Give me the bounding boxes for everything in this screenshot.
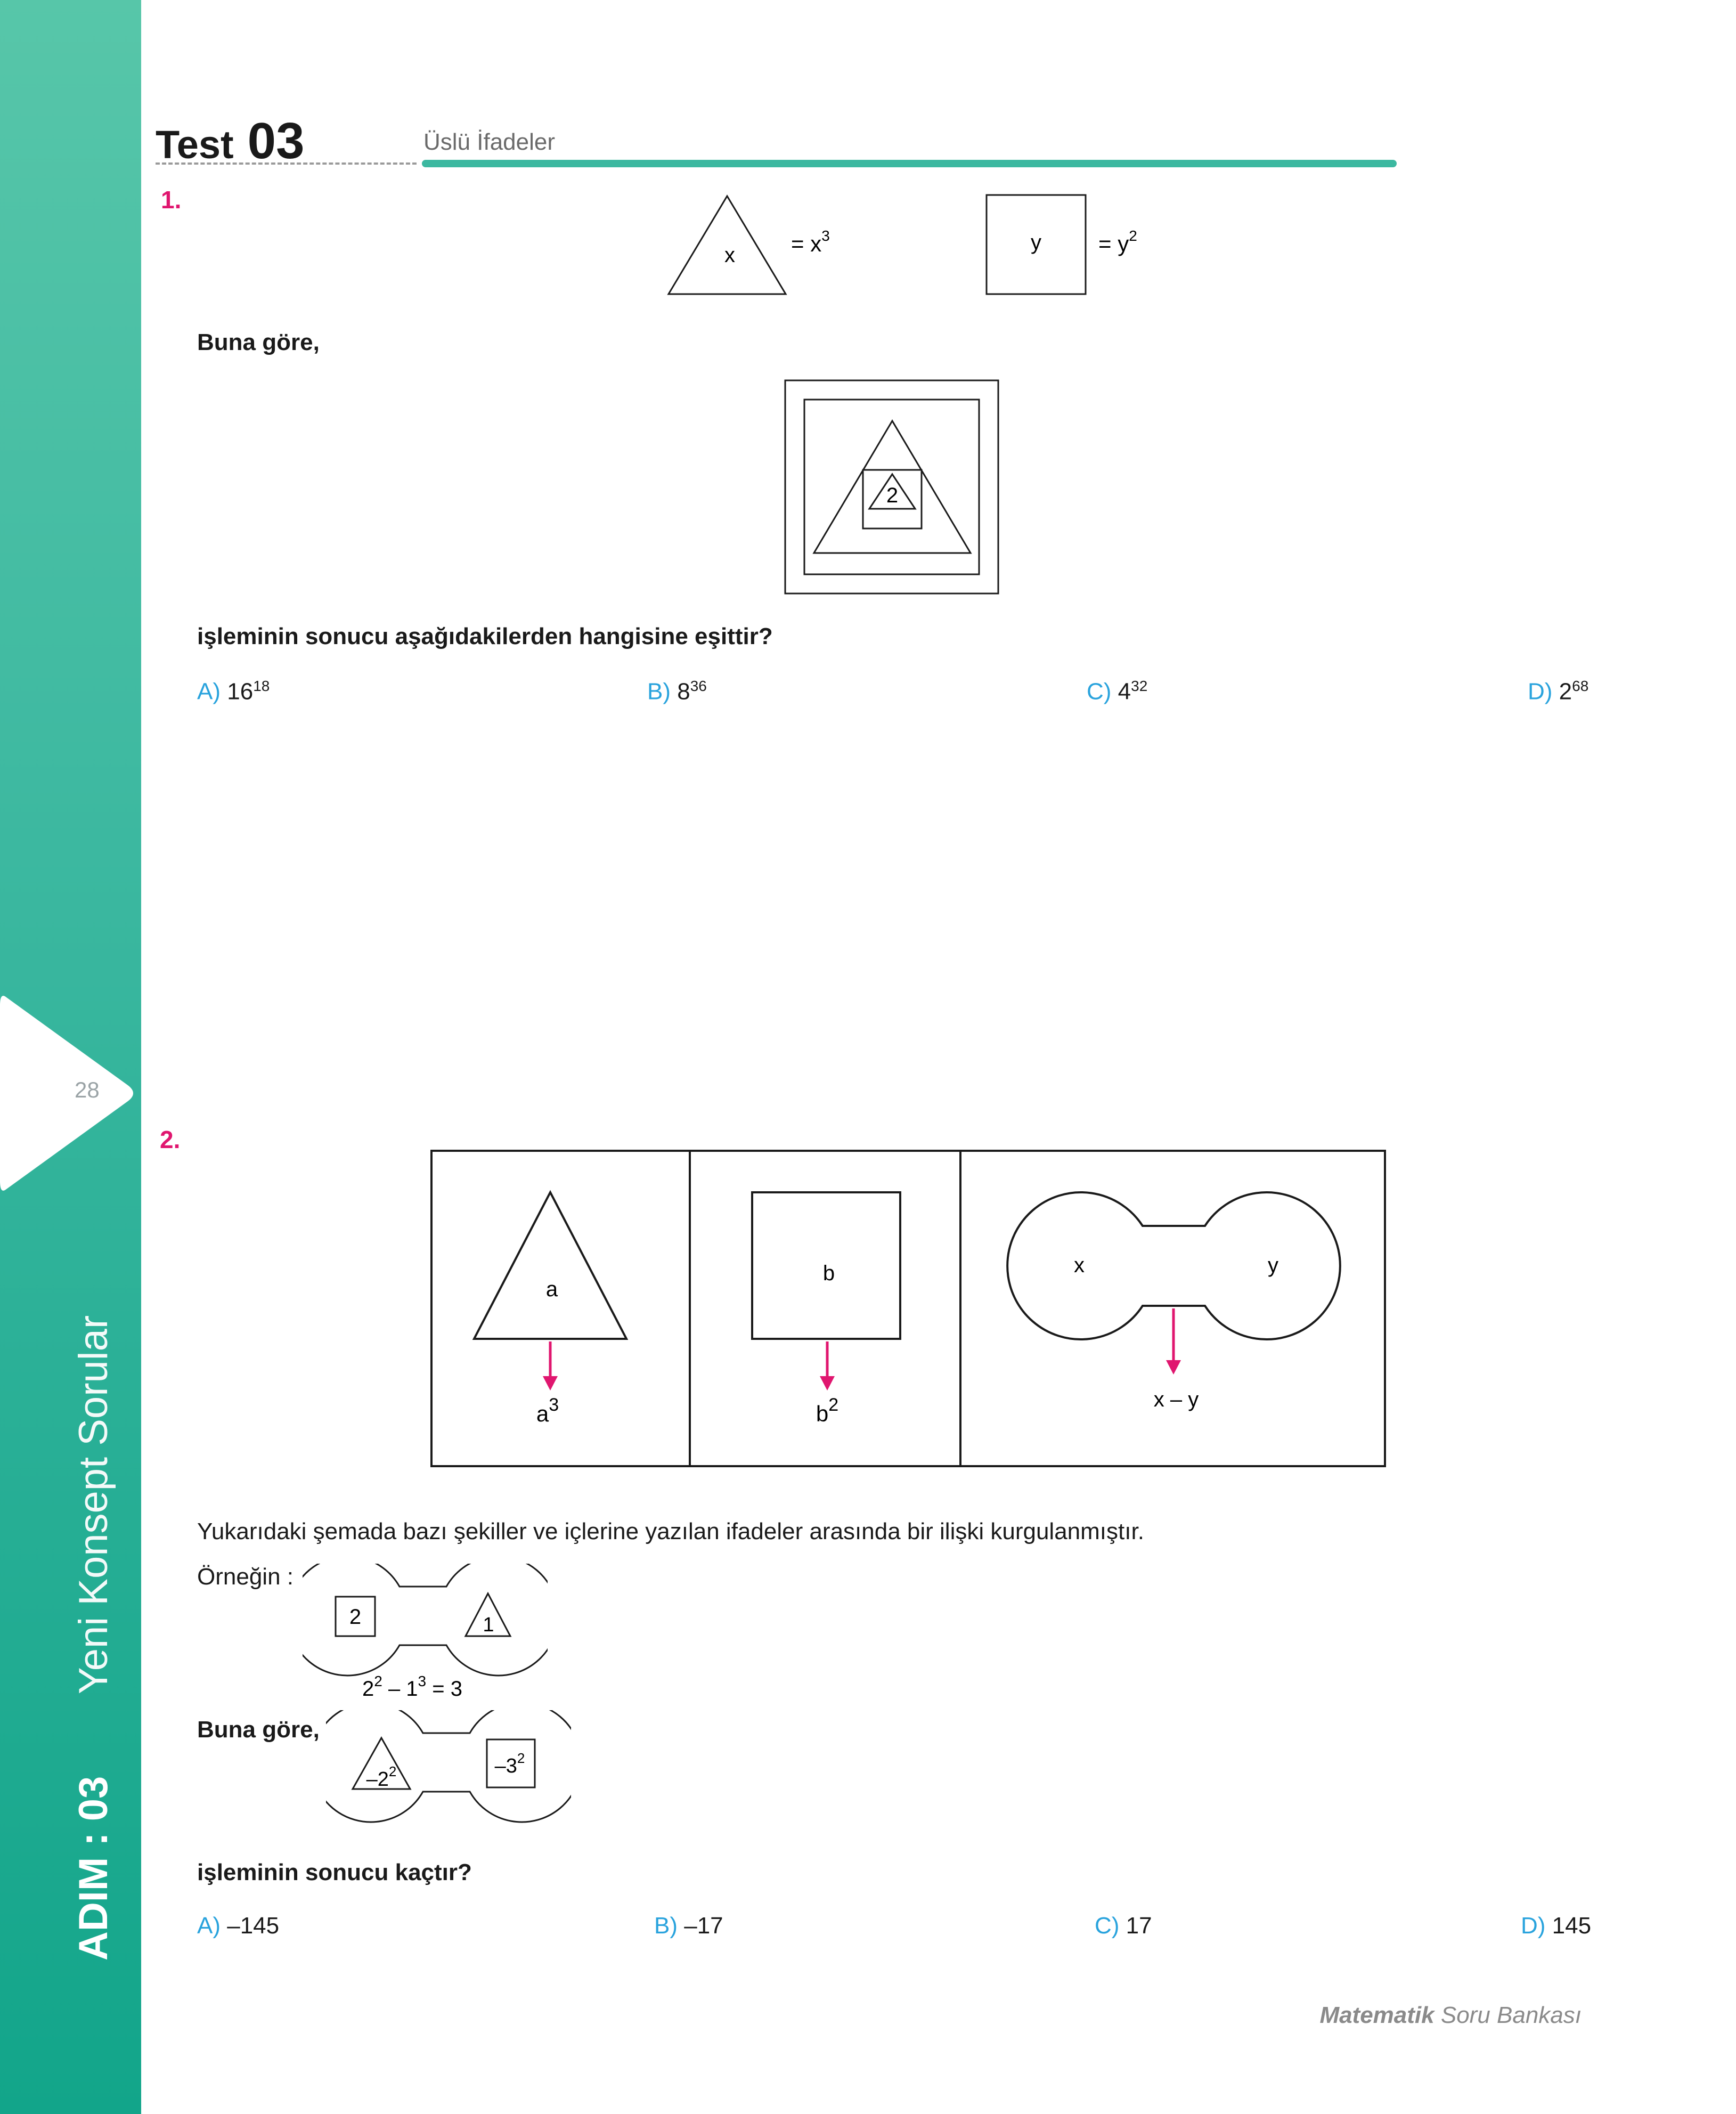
footer-brand-bold: Matematik — [1319, 2002, 1435, 2028]
q2-option-c-value: 17 — [1126, 1913, 1152, 1939]
q2-scheme-sq-res-base: b — [816, 1401, 829, 1426]
q2-scheme-sq-var: b — [822, 1262, 835, 1285]
q1-option-d-exp: 68 — [1572, 678, 1589, 694]
q1-tri-eq-exp: 3 — [821, 227, 830, 244]
q2-scheme-tri-res-base: a — [536, 1401, 549, 1426]
q1-nested-figure — [783, 378, 1001, 597]
q2-example-eq-a: 2 — [362, 1677, 374, 1701]
q2-task-square-value — [495, 1750, 525, 1777]
q2-scheme-tri-var: a — [545, 1278, 558, 1301]
q1-definitions — [666, 192, 1199, 304]
q1-option-c-exp: 32 — [1131, 678, 1148, 694]
q2-example-eq-b-exp: 3 — [418, 1673, 427, 1689]
q2-task-figure — [326, 1710, 571, 1833]
subject-title: Üslü İfadeler — [423, 129, 556, 155]
q1-option-b-label: B) — [647, 678, 671, 705]
q1-option-b-exp: 36 — [690, 678, 707, 694]
q2-option-b-label: B) — [654, 1913, 678, 1939]
q1-nested-value: 2 — [886, 484, 899, 507]
q1-option-a-base: 16 — [227, 678, 254, 705]
q2-question: işleminin sonucu kaçtır? — [197, 1859, 472, 1885]
q2-option-c[interactable] — [1095, 1913, 1152, 1939]
q1-tri-eq-base: = x — [791, 231, 822, 256]
q2-scheme — [430, 1150, 1389, 1469]
q1-number: 1. — [161, 186, 182, 214]
q2-option-d-label: D) — [1521, 1913, 1546, 1939]
q1-sq-eq-exp: 2 — [1129, 227, 1137, 244]
q2-example-figure — [303, 1564, 548, 1708]
q2-task-sq-base: –3 — [494, 1755, 517, 1777]
page-number: 28 — [75, 1077, 100, 1102]
q2-example-dumbbell — [303, 1564, 548, 1676]
q1-sq-eq — [1098, 227, 1137, 256]
q1-option-c-label: C) — [1087, 678, 1112, 705]
q2-option-a[interactable] — [197, 1913, 279, 1939]
q1-sq-var: y — [1031, 231, 1041, 254]
q1-option-a-exp: 18 — [253, 678, 270, 694]
page-arrow-icon — [0, 992, 138, 1194]
step-label: ADIM : 03 — [71, 1776, 116, 1961]
q2-example-eq-minus: – 1 — [382, 1677, 418, 1701]
q2-example-square-value: 2 — [349, 1605, 362, 1629]
q1-option-b-base: 8 — [677, 678, 690, 705]
q2-scheme-dumbbell-left: x — [1074, 1254, 1085, 1277]
q2-task-triangle-value — [366, 1763, 397, 1791]
q2-task-sq-exp: 2 — [517, 1750, 525, 1766]
q1-option-c[interactable] — [1087, 678, 1147, 705]
test-word: Test — [156, 123, 234, 167]
q2-scheme-dumbbell-arrowhead — [1166, 1360, 1181, 1375]
q2-option-c-label: C) — [1095, 1913, 1120, 1939]
q2-scheme-sq-res-exp: 2 — [828, 1395, 839, 1415]
q2-task-tri-base: –2 — [366, 1768, 389, 1791]
header-dashed-divider — [156, 162, 417, 165]
q2-intro: Buna göre, — [197, 1717, 320, 1743]
q2-task-tri-exp: 2 — [388, 1763, 397, 1779]
q2-scheme-frame — [431, 1151, 1385, 1466]
q2-scheme-dumbbell-res: x – y — [1153, 1388, 1199, 1411]
q2-scheme-sq-res — [816, 1395, 838, 1426]
q2-option-a-label: A) — [197, 1913, 221, 1939]
q1-sq-eq-base: = y — [1098, 231, 1129, 256]
q1-option-d[interactable] — [1528, 678, 1588, 705]
q2-scheme-tri-res-exp: 3 — [549, 1395, 559, 1415]
footer-brand — [1319, 2002, 1582, 2029]
q1-question: işleminin sonucu aşağıdakilerden hangisine eşittir? — [197, 623, 773, 649]
q2-description: Yukarıdaki şemada bazı şekiller ve içlerine yazılan ifadeler arasında bir ilişki kurgulanmıştır. — [197, 1518, 1144, 1544]
q1-option-a[interactable] — [197, 678, 270, 705]
footer-brand-rest: Soru Bankası — [1434, 2002, 1582, 2028]
q2-example-label: Örneğin : — [197, 1564, 294, 1590]
q1-option-d-label: D) — [1528, 678, 1553, 705]
q2-scheme-tri-arrowhead — [543, 1376, 558, 1391]
q1-option-d-base: 2 — [1559, 678, 1572, 705]
q2-scheme-triangle — [474, 1192, 626, 1339]
q1-option-b[interactable] — [647, 678, 707, 705]
q2-scheme-dumbbell-right: y — [1268, 1254, 1278, 1277]
q2-example-eq-rest: = 3 — [426, 1677, 462, 1701]
test-title — [156, 112, 304, 170]
header-accent-bar — [422, 160, 1397, 167]
q1-tri-eq — [791, 227, 830, 256]
q2-option-b[interactable] — [654, 1913, 723, 1939]
q2-number: 2. — [160, 1126, 181, 1153]
q2-example-triangle-value: 1 — [483, 1614, 494, 1636]
test-number: 03 — [247, 112, 305, 169]
q2-example-eq-a-exp: 2 — [374, 1673, 382, 1689]
q2-scheme-tri-res — [536, 1395, 559, 1426]
q2-scheme-sq-arrowhead — [820, 1376, 835, 1391]
q1-tri-var: x — [724, 243, 735, 267]
q2-example-equation — [362, 1673, 462, 1701]
q2-option-d[interactable] — [1521, 1913, 1591, 1939]
section-title: Yeni Konsept Sorular — [71, 1315, 116, 1694]
q2-option-a-value: –145 — [227, 1913, 280, 1939]
q1-option-a-label: A) — [197, 678, 221, 705]
q2-option-d-value: 145 — [1552, 1913, 1592, 1939]
q1-option-c-base: 4 — [1118, 678, 1131, 705]
q2-option-b-value: –17 — [684, 1913, 723, 1939]
q1-intro: Buna göre, — [197, 329, 320, 355]
